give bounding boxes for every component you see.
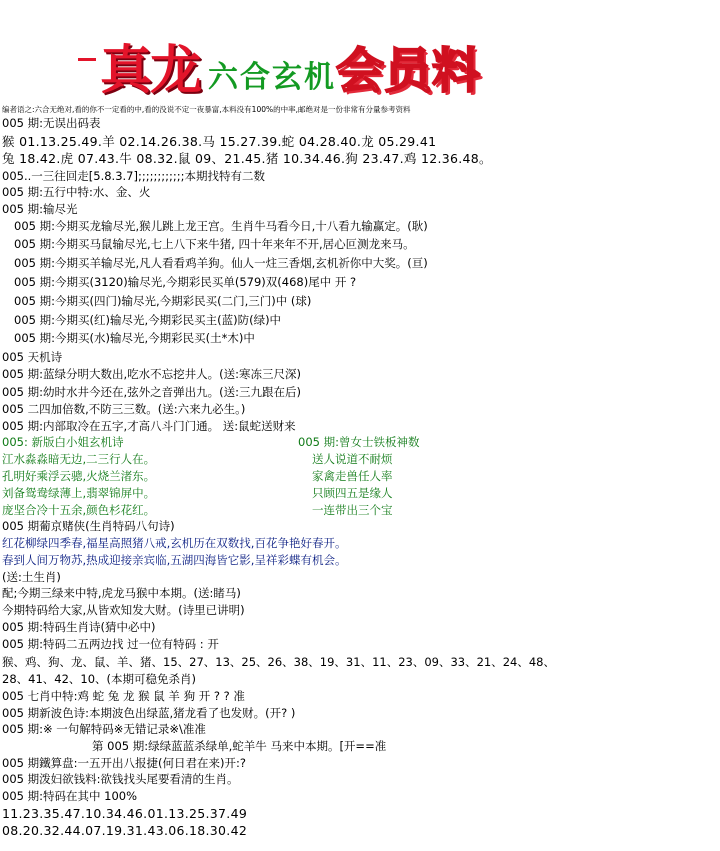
banner-title-end: 会员料 <box>336 43 481 99</box>
line-special-code: 今期特码给大家,从皆欢知发大财。(诗里已讲明) <box>2 603 245 617</box>
editor-notice: 编者语之:六合无绝对,看的你不一定看的中,看的没说不定一夜暴富,本料没有100%的中率,邮绝对是一份非常有分量参考资料 <box>2 105 411 114</box>
line-double-numbers: 005 二四加倍数,不防三三数。(送:六来九必生。) <box>2 402 246 416</box>
line-green-blue-kill: 第 005 期:绿绿蓝蓝杀绿单,蛇羊牛 马来中本期。[开==准 <box>92 739 387 753</box>
line-lose-red: 005 期:今期买(红)输尽光,今期彩民买主(蓝)防(绿)中 <box>14 313 282 327</box>
green-right-line: 送人说道不耐烦 <box>312 452 393 466</box>
line-heaven-poem: 005 天机诗 <box>2 350 63 364</box>
line-zodiac-poem: 005 期:特码生肖诗(猜中必中) <box>2 620 156 634</box>
line-wave-color: 005 期新波色诗:本期波色出绿蓝,猪龙看了也发财。(开? ) <box>2 706 296 720</box>
line-final-numbers-2: 08.20.32.44.07.19.31.43.06.18.30.42 <box>2 823 248 838</box>
line-internal-cold: 005 期:内部取冷在五字,才高八斗门门通。 送:鼠蛇送财来 <box>2 419 296 433</box>
green-right-title: 005 期:曾女士铁板神数 <box>298 435 420 449</box>
line-number-list-2: 28、41、42、10、(本期可稳免杀肖) <box>2 672 197 686</box>
line-lose-water: 005 期:今期买(水)输尽光,今期彩民买(土*木)中 <box>14 331 255 345</box>
line-zodiac-numbers-2: 兔 18.42.虎 07.43.牛 08.32.鼠 09、21.45.猪 10.34.46.狗 23.47.鸡 12.36.48。 <box>2 151 492 166</box>
line-five-elements: 005 期:五行中特:水、金、火 <box>2 185 151 199</box>
green-right-line: 一连带出三个宝 <box>312 503 393 517</box>
line-lose-numbers: 005 期:今期买(3120)输尽光,今期彩民买单(579)双(468)尾中 开 ? <box>14 275 357 289</box>
line-final-numbers-1: 11.23.35.47.10.34.46.01.13.25.37.49 <box>2 806 248 821</box>
line-special-100: 005 期:特码在其中 100% <box>2 789 138 803</box>
line-two-five: 005 期:特码二五两边找 过一位有特码 : 开 <box>2 637 219 651</box>
line-three-green: 配;今期三绿来中特,虎龙马猴中本期。(送:睹马) <box>2 586 241 600</box>
line-error-free-table: 005 期:无误出码表 <box>2 116 101 130</box>
line-casino-poem: 005 期葡京赌侠(生肖特码八句诗) <box>2 519 175 533</box>
banner-title-mid: 六合玄机 <box>208 60 336 95</box>
green-right-line: 只顾四五是缘人 <box>312 486 393 500</box>
green-left-line: 孔明好乘浮云骢,火烧兰渚东。 <box>2 469 156 483</box>
line-lose-dragon: 005 期:今期买龙输尽光,猴儿跳上龙王宫。生肖牛马看今日,十八看九输赢定。(耿) <box>14 219 428 233</box>
line-lose-horse: 005 期:今期买马鼠输尽光,七上八下来牛猪, 四十年来年不开,居心叵测龙来马。 <box>14 237 415 251</box>
line-casino-verse-1: 红花柳绿四季春,福星高照猪八戒,玄机历在双数找,百花争艳好春开。 <box>2 536 347 550</box>
line-one-sentence: 005 期:※ 一句解特码※无错记录※\准准 <box>2 722 206 736</box>
banner-title-main: 真龙 <box>100 40 201 101</box>
line-back-count: 005..一三往回走[5.8.3.7];;;;;;;;;;;;本期找特有二数 <box>2 169 265 183</box>
line-casino-verse-2: 春到人间万物苏,热成迎接亲宾临,五湖四海皆它影,呈祥彩蝶有机会。 <box>2 553 347 567</box>
line-lose-doors: 005 期:今期买(四门)输尽光,今期彩民买(二门,三门)中 (球) <box>14 294 312 308</box>
green-left-line: 庞坚合冷十五余,颜色杉花红。 <box>2 503 156 517</box>
green-left-line: 刘备鸳鸯绿薄上,翡翠锦屏中。 <box>2 486 156 500</box>
green-left-title: 005: 新版白小姐玄机诗 <box>2 435 124 449</box>
banner-dash <box>78 58 96 61</box>
line-poem-1: 005 期:蓝绿分明大数出,吃水不忘挖井人。(送:寒冻三尺深) <box>2 367 301 381</box>
line-seven-zodiac: 005 七肖中特:鸡 蛇 兔 龙 猴 鼠 羊 狗 开 ? ? 准 <box>2 689 245 703</box>
line-poem-2: 005 期:幼时水井今还在,弦外之音弹出九。(送:三九跟在后) <box>2 385 301 399</box>
line-number-list-1: 猴、鸡、狗、龙、鼠、羊、猪、15、27、13、25、26、38、19、31、11、23、09、33、21、24、48、 <box>2 655 555 669</box>
line-lose-all: 005 期:输尽光 <box>2 202 78 216</box>
line-zodiac-numbers-1: 猴 01.13.25.49.羊 02.14.26.38.马 15.27.39.蛇 04.28.40.龙 05.29.41 <box>2 134 437 149</box>
green-right-line: 家禽走兽任人率 <box>312 469 393 483</box>
line-lose-sheep: 005 期:今期买羊输尽光,凡人看看鸡羊狗。仙人一炷三香烟,玄机祈你中大奖。(亘) <box>14 256 428 270</box>
line-shrew-money: 005 期泼妇欲钱料:欲钱找头尾要看清的生肖。 <box>2 772 239 786</box>
header-banner <box>78 22 498 102</box>
line-gift-earth: (送:土生肖) <box>2 570 61 584</box>
line-iron-abacus: 005 期鐵算盘:一五开出八报捷(何日君在来)开:? <box>2 756 246 770</box>
green-left-line: 江水淼淼暗无边,二三行人在。 <box>2 452 156 466</box>
